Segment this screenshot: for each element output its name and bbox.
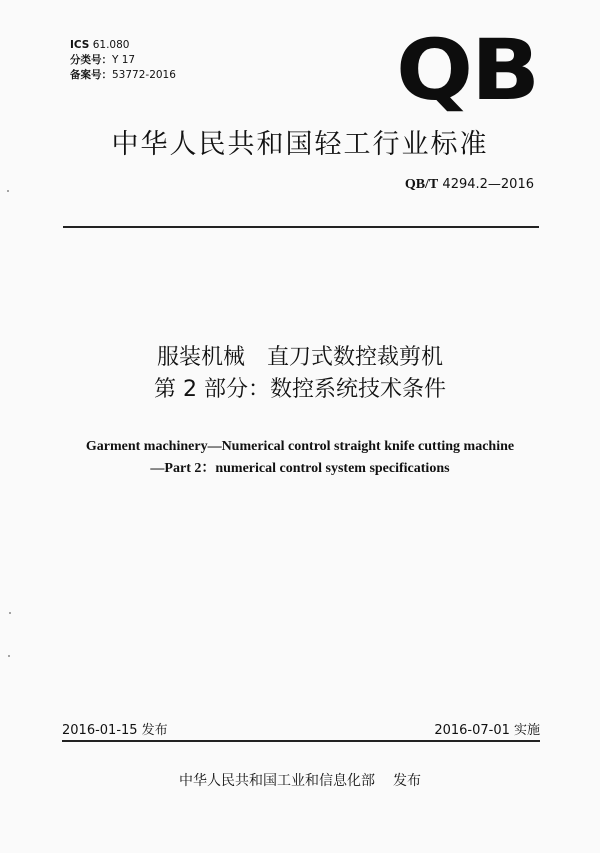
record-value: 53772-2016 [112,69,176,81]
ics-line [70,38,176,53]
qb-logo: QB [396,21,538,119]
class-line [70,53,176,68]
record-label: 备案号： [70,69,112,81]
record-line [70,68,176,83]
ics-value: 61.080 [92,39,130,51]
chinese-title [0,342,600,406]
scan-speck [9,612,11,614]
ics-label: ICS [70,39,90,51]
issuing-authority [0,770,600,790]
standard-number-value: 4294.2—2016 [442,177,534,192]
issuer-name: 中华人民共和国工业和信息化部 [179,773,375,789]
standard-code: QB/T [404,177,439,192]
issue-date: 2016-01-15 发布 [62,723,168,738]
english-title-line-2: —Part 2：numerical control system specifications [150,461,450,476]
english-title-line-1: Garment machinery—Numerical control straight knife cutting machine [85,439,515,454]
scan-speck [7,190,9,192]
chinese-title-line-2: 第 2 部分：数控系统技术条件 [154,377,446,402]
top-divider [63,226,539,228]
classification-block [70,38,176,83]
class-label: 分类号： [70,54,112,66]
chinese-title-line-1: 服装机械 直刀式数控裁剪机 [156,345,443,370]
bottom-divider [62,740,540,742]
standard-category-title: 中华人民共和国轻工行业标准 [111,129,489,160]
issuer-action: 发布 [393,773,421,789]
class-value: Y 17 [112,54,136,66]
english-title [0,436,600,480]
scan-speck [8,655,10,657]
implementation-date: 2016-07-01 实施 [434,723,540,738]
standard-number [405,177,534,193]
